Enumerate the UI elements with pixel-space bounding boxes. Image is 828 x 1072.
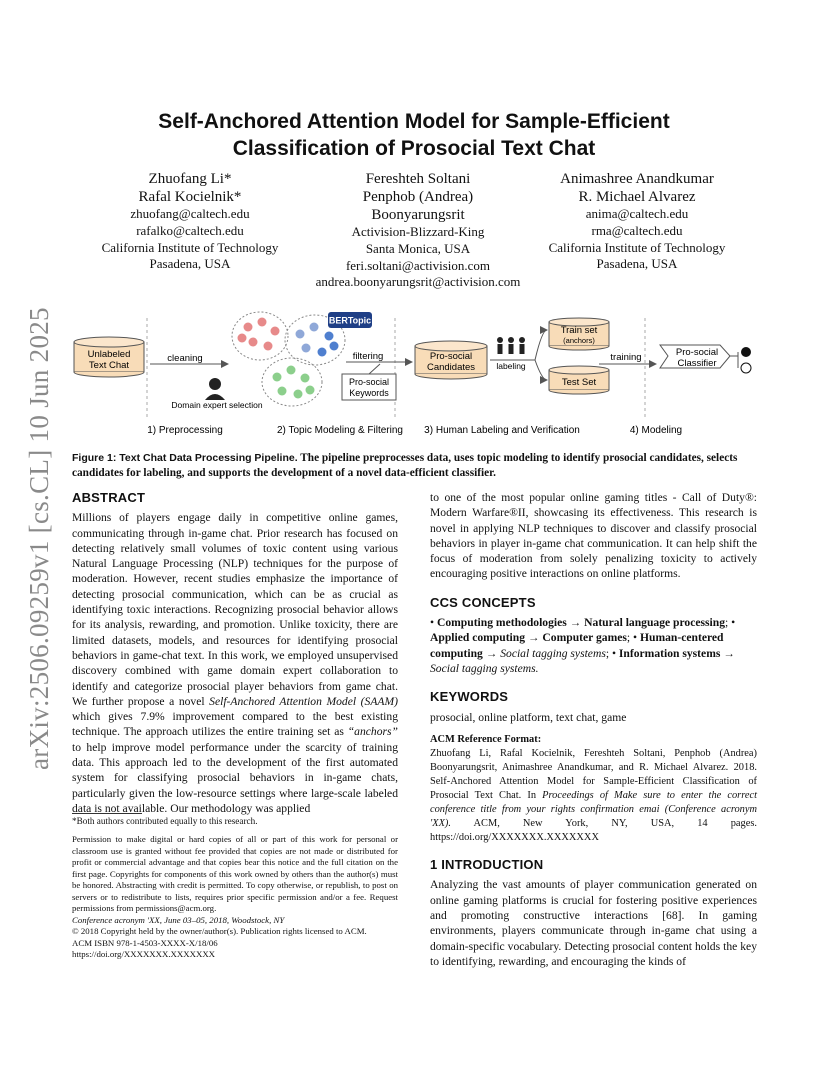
domain-expert-icon [205,378,225,400]
output-positive-icon [741,347,751,357]
author-block-3: Animashree Anandkumar R. Michael Alvarez anima@caltech.edu rma@caltech.edu California Institute of Technology Pasadena, USA [548,171,726,272]
bertopic-label: BERTopic [328,315,372,326]
permission-text: Permission to make digital or hard copies of all or part of this work for personal or classroom use is granted without fee provided that copies are not made or distributed for profit or commercial advantage and that copies bear this notice and the full citation on the first page. Copyrights for components of this work owned by others than the author(s) must be honored. Abstracting with credit is permitted. To copy otherwise, or republish, to post on servers or to redistribute to lists, requires prior specific permission and/or a fee. Request permissions from permissions@acm.org. [72,834,398,913]
abstract-body: Millions of players engage daily in competitive online games, communicating through in-game chat. Prior research has focused on detecting relatively small volumes of toxic content using various Natural Language Processing (NLP) techniques for the purpose of moderation. However, recent studies emphasize the importance of detecting prosocial communication, which can be as crucial as identifying toxic interactions. Recognizing prosocial behavior allows for its analysis, rewarding, and promotion. Unlike toxicity, there are limited datasets, models, and resources for identifying prosocial behaviors in game-chat text. In this work, we employed unsupervised discovery combined with game domain expert collaboration to identify and categorize prosocial player behaviors from game chat. We further propose a novel Self-Anchored Attention Model (SAAM) which gives 7.9% improvement compared to the best existing technique. The approach utilizes the entire training set as “anchors” to help improve model performance under the scarcity of training data. This approach led to the development of the first automated system for classifying prosocial behaviors in in-game chats, particularly given the low-resource settings where large-scale labeled data is not available. Our methodology was applied [72,511,398,815]
conference-line: Conference acronym 'XX, June 03–05, 2018, Woodstock, NY [72,914,285,925]
paper-title: Self-Anchored Attention Model for Sample-Efficient Classification of Prosocial Text Chat [158,110,670,160]
train-set-label: Train set [560,325,598,336]
footnote: *Both authors contributed equally to this research. [72,816,258,826]
test-set-label: Test Set [561,377,597,388]
arxiv-identifier: arXiv:2506.09259v1 [cs.CL] 10 Jun 2025 [24,307,54,770]
training-label: training [610,352,642,363]
unlabeled-label-2: Text Chat [88,360,130,371]
stage-4-label: 4) Modeling [629,425,683,436]
left-column [72,490,398,816]
author-block-2: Fereshteh Soltani Penphob (Andrea) Boonyarungsrit Activision-Blizzard-King Santa Monica, USA feri.soltani@activision.com andrea.boonyarungsrit@activision.com [315,171,521,290]
train-anchors-label: (anchors) [563,336,595,345]
acm-ref-heading: ACM Reference Format: [430,733,542,745]
keywords-label-1: Pro-social [348,377,390,387]
intro-text: Analyzing the vast amounts of player communication generated on online gaming platforms is crucial for fostering positive experiences and promoting constructive interactions [68]. In gaming environments, players communicate through in-game chat using a domain-specific vocabulary. Detecting prosocial content holds the key to identifying, rewarding, and encouraging the kinds of [430,878,757,968]
pipeline-figure [70,300,760,440]
keywords-label-2: Keywords [349,388,389,398]
candidates-label-1: Pro-social [429,351,473,362]
classifier-label-2: Classifier [677,358,717,369]
labeling-label: labeling [496,361,526,371]
unlabeled-label-1: Unlabeled [87,349,131,360]
keywords-heading: KEYWORDS [430,689,509,705]
stage-2-label: 2) Topic Modeling & Filtering [277,425,403,436]
footnote-rule [72,813,142,814]
topic-cluster-green [262,358,322,406]
figure-caption: Figure 1: Text Chat Data Processing Pipeline. The pipeline preprocesses data, uses topic modeling to identify prosocial candidates, selects candidates for labeling, and supports the development of a novel data-efficient classifier. [72,452,738,479]
classifier-label-1: Pro-social [675,347,719,358]
topic-cluster-red [232,312,288,360]
abstract-heading: ABSTRACT [72,490,146,505]
cleaning-label: cleaning [167,353,203,364]
acm-reference: Zhuofang Li, Rafal Kocielnik, Fereshteh Soltani, Penphob (Andrea) Boonyarungsrit, Animashree Anandkumar, and R. Michael Alvarez. 2018. Self-Anchored Attention Model for Sample-Efficient Classification of Prosocial Text Chat. In Proceedings of Make sure to enter the correct conference title from your rights confirmation emai (Conference acronym 'XX). ACM, New York, NY, USA, 14 pages. https://doi.org/XXXXXXX.XXXXXXX [430,748,757,844]
right-column [430,490,757,969]
keywords-text: prosocial, online platform, text chat, game [430,710,627,724]
filtering-label: filtering [352,351,384,362]
copyright-line: © 2018 Copyright held by the owner/author(s). Publication rights licensed to ACM. [72,926,367,936]
intro-heading: 1 INTRODUCTION [430,857,544,873]
expert-label: Domain expert selection [171,400,263,410]
output-negative-icon [741,363,751,373]
ccs-heading: CCS CONCEPTS [430,594,536,610]
isbn-line: ACM ISBN 978-1-4503-XXXX-X/18/06 [72,937,218,948]
ccs-concepts: • Computing methodologies → Natural language processing; • Applied computing → Computer games; • Human-centered computing → Social tagging systems; • Information systems → Social tagging systems. [430,616,736,675]
annotators-icon [497,337,525,354]
author-block-1: Zhuofang Li* Rafal Kocielnik* zhuofang@caltech.edu rafalko@caltech.edu California Institute of Technology Pasadena, USA [101,171,279,272]
abstract-continuation: to one of the most popular online gaming titles - Call of Duty®: Modern Warfare®II, showcasing its effectiveness. This research is novel in applying NLP techniques to discover and classify prosocial behaviors in player in-game chat communication. It can help shift the focus of moderation from solely penalizing toxicity to actively encouraging positive interactions on online platforms. [430,491,757,581]
doi-line: https://doi.org/XXXXXXX.XXXXXXX [72,949,216,959]
candidates-label-2: Candidates [426,362,476,373]
permission-block [72,834,398,961]
stage-3-label: 3) Human Labeling and Verification [424,425,580,436]
stage-1-label: 1) Preprocessing [147,425,223,436]
